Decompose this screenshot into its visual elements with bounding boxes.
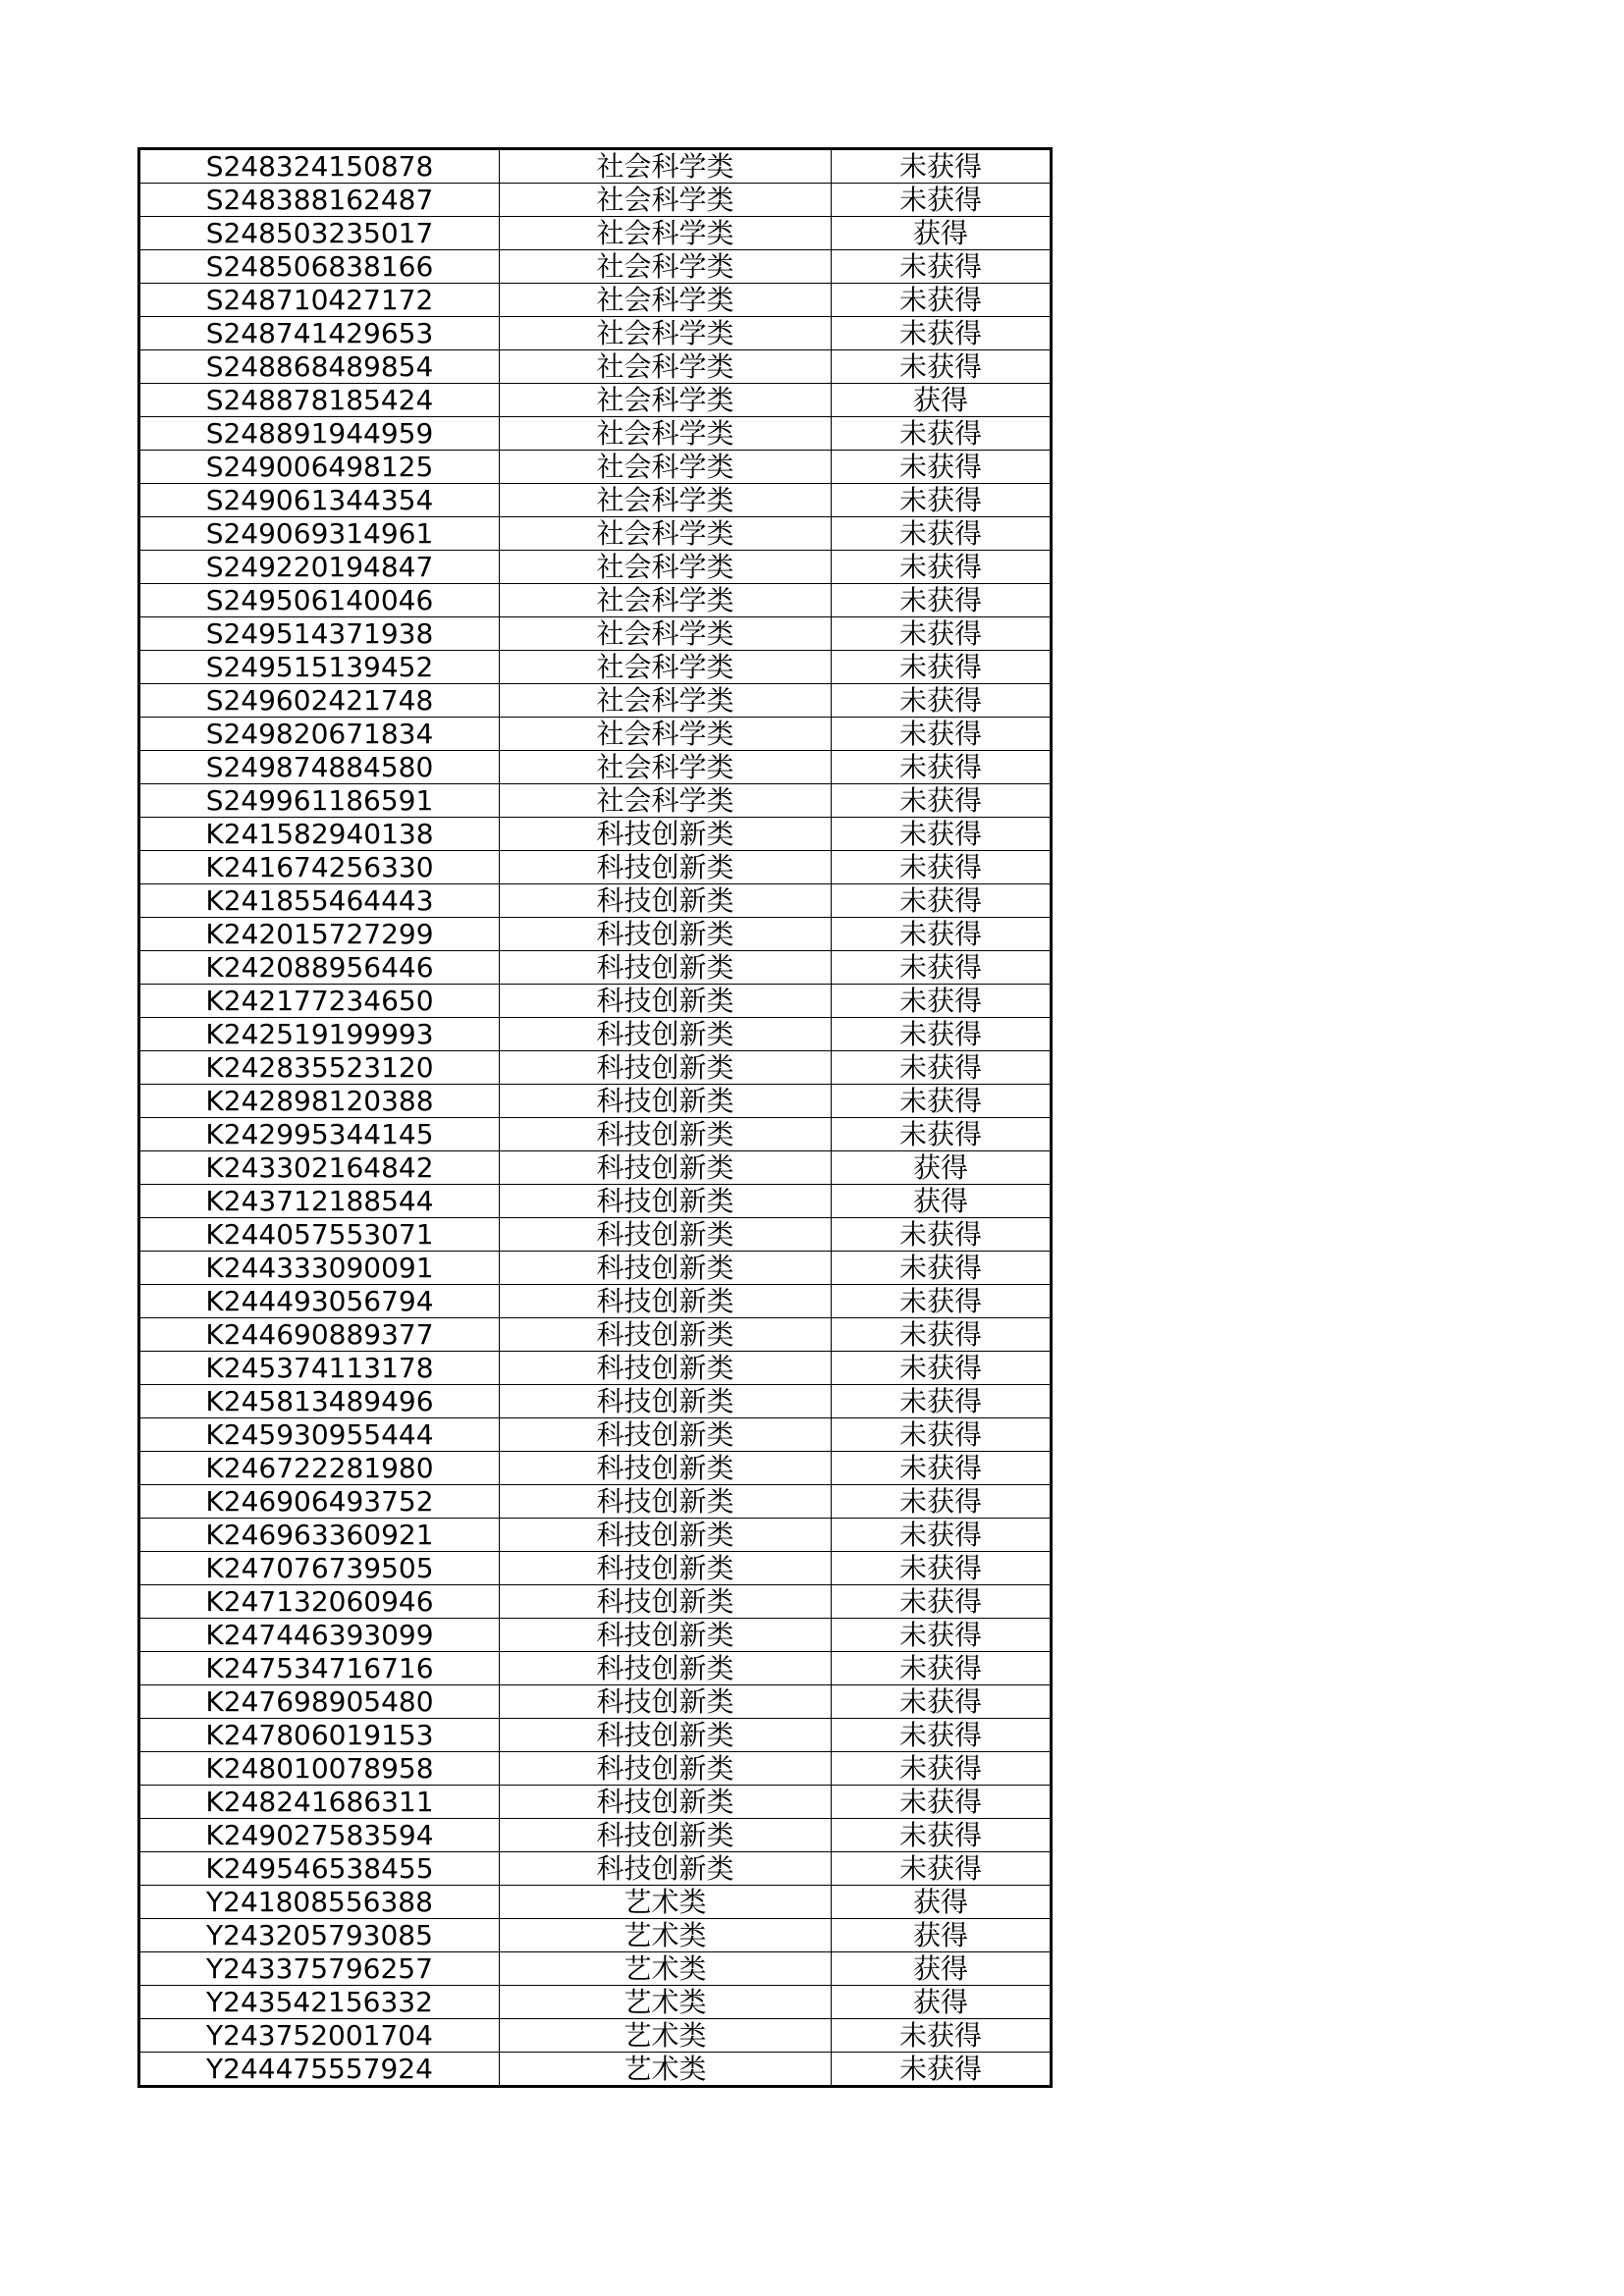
cell-result: 未获得 bbox=[832, 451, 1052, 484]
cell-category: 科技创新类 bbox=[500, 851, 832, 884]
cell-category: 科技创新类 bbox=[500, 1786, 832, 1819]
cell-category: 科技创新类 bbox=[500, 1852, 832, 1886]
cell-id: K241674256330 bbox=[139, 851, 500, 884]
cell-id: K244333090091 bbox=[139, 1252, 500, 1285]
table-row bbox=[139, 250, 1052, 284]
cell-result: 未获得 bbox=[832, 584, 1052, 617]
cell-result: 未获得 bbox=[832, 2053, 1052, 2087]
table-body bbox=[139, 149, 1052, 2087]
cell-result: 获得 bbox=[832, 1886, 1052, 1919]
cell-category: 科技创新类 bbox=[500, 951, 832, 985]
cell-result: 未获得 bbox=[832, 1118, 1052, 1151]
cell-id: K243712188544 bbox=[139, 1185, 500, 1218]
table-row bbox=[139, 1285, 1052, 1318]
cell-result: 未获得 bbox=[832, 1418, 1052, 1452]
cell-id: Y244475557924 bbox=[139, 2053, 500, 2087]
cell-category: 社会科学类 bbox=[500, 149, 832, 184]
cell-result: 未获得 bbox=[832, 1652, 1052, 1685]
cell-result: 未获得 bbox=[832, 1352, 1052, 1385]
cell-result: 未获得 bbox=[832, 985, 1052, 1018]
cell-id: K242088956446 bbox=[139, 951, 500, 985]
cell-result: 获得 bbox=[832, 384, 1052, 417]
cell-category: 社会科学类 bbox=[500, 651, 832, 684]
cell-category: 社会科学类 bbox=[500, 250, 832, 284]
cell-category: 科技创新类 bbox=[500, 1485, 832, 1519]
cell-result: 未获得 bbox=[832, 1485, 1052, 1519]
table-row bbox=[139, 1352, 1052, 1385]
cell-id: S249506140046 bbox=[139, 584, 500, 617]
table-row bbox=[139, 1952, 1052, 1986]
cell-id: K247534716716 bbox=[139, 1652, 500, 1685]
cell-category: 科技创新类 bbox=[500, 884, 832, 918]
table-row bbox=[139, 1719, 1052, 1752]
cell-category: 科技创新类 bbox=[500, 1185, 832, 1218]
cell-id: K245374113178 bbox=[139, 1352, 500, 1385]
results-table bbox=[137, 147, 1053, 2088]
table-row bbox=[139, 1619, 1052, 1652]
cell-result: 未获得 bbox=[832, 1385, 1052, 1418]
cell-id: K242995344145 bbox=[139, 1118, 500, 1151]
cell-id: K247076739505 bbox=[139, 1552, 500, 1585]
cell-id: K247806019153 bbox=[139, 1719, 500, 1752]
cell-category: 社会科学类 bbox=[500, 184, 832, 217]
table-row bbox=[139, 1418, 1052, 1452]
table-row bbox=[139, 951, 1052, 985]
cell-id: K244493056794 bbox=[139, 1285, 500, 1318]
cell-result: 未获得 bbox=[832, 884, 1052, 918]
cell-id: S249220194847 bbox=[139, 551, 500, 584]
table-row bbox=[139, 784, 1052, 818]
cell-result: 未获得 bbox=[832, 751, 1052, 784]
cell-result: 未获得 bbox=[832, 284, 1052, 317]
cell-result: 未获得 bbox=[832, 250, 1052, 284]
table-row bbox=[139, 1485, 1052, 1519]
cell-id: K246722281980 bbox=[139, 1452, 500, 1485]
cell-category: 社会科学类 bbox=[500, 284, 832, 317]
table-row bbox=[139, 1652, 1052, 1685]
table-row bbox=[139, 1018, 1052, 1051]
cell-result: 未获得 bbox=[832, 784, 1052, 818]
cell-category: 社会科学类 bbox=[500, 350, 832, 384]
cell-id: S249820671834 bbox=[139, 718, 500, 751]
table-row bbox=[139, 350, 1052, 384]
table-row bbox=[139, 1919, 1052, 1952]
cell-result: 未获得 bbox=[832, 1752, 1052, 1786]
cell-result: 未获得 bbox=[832, 2019, 1052, 2053]
cell-category: 艺术类 bbox=[500, 1919, 832, 1952]
cell-category: 科技创新类 bbox=[500, 1552, 832, 1585]
cell-category: 科技创新类 bbox=[500, 1685, 832, 1719]
table-row bbox=[139, 217, 1052, 250]
cell-result: 未获得 bbox=[832, 1018, 1052, 1051]
cell-result: 未获得 bbox=[832, 1786, 1052, 1819]
table-row bbox=[139, 718, 1052, 751]
cell-id: S248868489854 bbox=[139, 350, 500, 384]
cell-category: 社会科学类 bbox=[500, 217, 832, 250]
cell-category: 科技创新类 bbox=[500, 1151, 832, 1185]
cell-category: 社会科学类 bbox=[500, 784, 832, 818]
cell-category: 科技创新类 bbox=[500, 1318, 832, 1352]
table-row bbox=[139, 149, 1052, 184]
table-row bbox=[139, 1051, 1052, 1085]
cell-id: S248388162487 bbox=[139, 184, 500, 217]
cell-id: K241582940138 bbox=[139, 818, 500, 851]
cell-result: 获得 bbox=[832, 1151, 1052, 1185]
table-row bbox=[139, 317, 1052, 350]
cell-category: 社会科学类 bbox=[500, 718, 832, 751]
cell-result: 获得 bbox=[832, 1986, 1052, 2019]
cell-id: S248891944959 bbox=[139, 417, 500, 451]
cell-id: S249874884580 bbox=[139, 751, 500, 784]
table-row bbox=[139, 2053, 1052, 2087]
table-row bbox=[139, 1452, 1052, 1485]
cell-category: 科技创新类 bbox=[500, 1452, 832, 1485]
cell-id: Y243375796257 bbox=[139, 1952, 500, 1986]
table-row bbox=[139, 1819, 1052, 1852]
cell-id: K242898120388 bbox=[139, 1085, 500, 1118]
cell-result: 未获得 bbox=[832, 1719, 1052, 1752]
table-row bbox=[139, 617, 1052, 651]
cell-category: 社会科学类 bbox=[500, 584, 832, 617]
table-row bbox=[139, 818, 1052, 851]
cell-id: Y243205793085 bbox=[139, 1919, 500, 1952]
cell-category: 科技创新类 bbox=[500, 918, 832, 951]
cell-id: K244690889377 bbox=[139, 1318, 500, 1352]
cell-category: 科技创新类 bbox=[500, 1085, 832, 1118]
table-row bbox=[139, 1786, 1052, 1819]
table-row bbox=[139, 1252, 1052, 1285]
cell-category: 艺术类 bbox=[500, 1886, 832, 1919]
table-row bbox=[139, 1185, 1052, 1218]
cell-id: S248324150878 bbox=[139, 149, 500, 184]
table-row bbox=[139, 651, 1052, 684]
cell-id: K242835523120 bbox=[139, 1051, 500, 1085]
table-row bbox=[139, 684, 1052, 718]
cell-category: 艺术类 bbox=[500, 1986, 832, 2019]
cell-category: 科技创新类 bbox=[500, 1719, 832, 1752]
cell-category: 科技创新类 bbox=[500, 1018, 832, 1051]
cell-result: 未获得 bbox=[832, 517, 1052, 551]
cell-id: Y241808556388 bbox=[139, 1886, 500, 1919]
table-row bbox=[139, 551, 1052, 584]
table-row bbox=[139, 451, 1052, 484]
table-row bbox=[139, 1318, 1052, 1352]
cell-category: 科技创新类 bbox=[500, 1051, 832, 1085]
cell-result: 未获得 bbox=[832, 484, 1052, 517]
cell-category: 科技创新类 bbox=[500, 1619, 832, 1652]
cell-id: S249069314961 bbox=[139, 517, 500, 551]
cell-id: K242015727299 bbox=[139, 918, 500, 951]
cell-category: 社会科学类 bbox=[500, 317, 832, 350]
cell-category: 艺术类 bbox=[500, 2019, 832, 2053]
cell-result: 未获得 bbox=[832, 1085, 1052, 1118]
cell-id: K247446393099 bbox=[139, 1619, 500, 1652]
cell-id: S249061344354 bbox=[139, 484, 500, 517]
table-row bbox=[139, 1585, 1052, 1619]
table-row bbox=[139, 1085, 1052, 1118]
cell-id: K243302164842 bbox=[139, 1151, 500, 1185]
cell-category: 科技创新类 bbox=[500, 1652, 832, 1685]
cell-id: K241855464443 bbox=[139, 884, 500, 918]
cell-category: 社会科学类 bbox=[500, 617, 832, 651]
cell-category: 科技创新类 bbox=[500, 1252, 832, 1285]
cell-result: 未获得 bbox=[832, 1519, 1052, 1552]
cell-result: 未获得 bbox=[832, 718, 1052, 751]
cell-category: 科技创新类 bbox=[500, 1218, 832, 1252]
table-row bbox=[139, 918, 1052, 951]
cell-id: K245930955444 bbox=[139, 1418, 500, 1452]
cell-result: 获得 bbox=[832, 1185, 1052, 1218]
cell-id: S249006498125 bbox=[139, 451, 500, 484]
cell-result: 未获得 bbox=[832, 317, 1052, 350]
cell-result: 获得 bbox=[832, 217, 1052, 250]
cell-id: K242177234650 bbox=[139, 985, 500, 1018]
cell-id: K242519199993 bbox=[139, 1018, 500, 1051]
table-row bbox=[139, 1118, 1052, 1151]
cell-category: 科技创新类 bbox=[500, 1352, 832, 1385]
cell-result: 未获得 bbox=[832, 851, 1052, 884]
cell-category: 社会科学类 bbox=[500, 384, 832, 417]
cell-id: Y243752001704 bbox=[139, 2019, 500, 2053]
cell-category: 科技创新类 bbox=[500, 1585, 832, 1619]
cell-id: K246963360921 bbox=[139, 1519, 500, 1552]
table-row bbox=[139, 1552, 1052, 1585]
cell-result: 未获得 bbox=[832, 1051, 1052, 1085]
cell-result: 未获得 bbox=[832, 1852, 1052, 1886]
cell-id: S248741429653 bbox=[139, 317, 500, 350]
cell-category: 科技创新类 bbox=[500, 1519, 832, 1552]
cell-category: 社会科学类 bbox=[500, 751, 832, 784]
cell-category: 科技创新类 bbox=[500, 1285, 832, 1318]
cell-result: 未获得 bbox=[832, 1619, 1052, 1652]
cell-id: Y243542156332 bbox=[139, 1986, 500, 2019]
cell-result: 未获得 bbox=[832, 684, 1052, 718]
cell-result: 未获得 bbox=[832, 350, 1052, 384]
table-row bbox=[139, 184, 1052, 217]
cell-id: K247698905480 bbox=[139, 1685, 500, 1719]
cell-result: 未获得 bbox=[832, 1285, 1052, 1318]
cell-id: S249602421748 bbox=[139, 684, 500, 718]
table-row bbox=[139, 1685, 1052, 1719]
table-row bbox=[139, 484, 1052, 517]
cell-result: 未获得 bbox=[832, 1452, 1052, 1485]
cell-result: 未获得 bbox=[832, 417, 1052, 451]
cell-category: 科技创新类 bbox=[500, 1819, 832, 1852]
table-row bbox=[139, 1519, 1052, 1552]
table-row bbox=[139, 517, 1052, 551]
table-row bbox=[139, 284, 1052, 317]
cell-category: 科技创新类 bbox=[500, 985, 832, 1018]
cell-result: 未获得 bbox=[832, 1252, 1052, 1285]
cell-result: 未获得 bbox=[832, 818, 1052, 851]
cell-id: K246906493752 bbox=[139, 1485, 500, 1519]
table-row bbox=[139, 1151, 1052, 1185]
table-row bbox=[139, 1752, 1052, 1786]
cell-category: 社会科学类 bbox=[500, 517, 832, 551]
cell-category: 艺术类 bbox=[500, 1952, 832, 1986]
table-row bbox=[139, 1385, 1052, 1418]
cell-id: K249546538455 bbox=[139, 1852, 500, 1886]
cell-id: K244057553071 bbox=[139, 1218, 500, 1252]
cell-result: 未获得 bbox=[832, 1819, 1052, 1852]
table-row bbox=[139, 1886, 1052, 1919]
table-row bbox=[139, 584, 1052, 617]
table-row bbox=[139, 1218, 1052, 1252]
table-row bbox=[139, 417, 1052, 451]
cell-category: 科技创新类 bbox=[500, 818, 832, 851]
cell-id: K249027583594 bbox=[139, 1819, 500, 1852]
cell-category: 社会科学类 bbox=[500, 451, 832, 484]
cell-result: 未获得 bbox=[832, 951, 1052, 985]
cell-id: K245813489496 bbox=[139, 1385, 500, 1418]
cell-category: 科技创新类 bbox=[500, 1385, 832, 1418]
cell-result: 未获得 bbox=[832, 184, 1052, 217]
cell-result: 未获得 bbox=[832, 918, 1052, 951]
cell-result: 未获得 bbox=[832, 1552, 1052, 1585]
cell-result: 获得 bbox=[832, 1919, 1052, 1952]
cell-id: S248503235017 bbox=[139, 217, 500, 250]
table-row bbox=[139, 751, 1052, 784]
table-row bbox=[139, 985, 1052, 1018]
cell-result: 未获得 bbox=[832, 1318, 1052, 1352]
cell-id: S248710427172 bbox=[139, 284, 500, 317]
cell-result: 未获得 bbox=[832, 149, 1052, 184]
cell-category: 社会科学类 bbox=[500, 551, 832, 584]
cell-result: 未获得 bbox=[832, 617, 1052, 651]
cell-id: K247132060946 bbox=[139, 1585, 500, 1619]
cell-result: 获得 bbox=[832, 1952, 1052, 1986]
cell-category: 社会科学类 bbox=[500, 417, 832, 451]
cell-result: 未获得 bbox=[832, 1218, 1052, 1252]
cell-id: K248010078958 bbox=[139, 1752, 500, 1786]
table-row bbox=[139, 1852, 1052, 1886]
cell-category: 科技创新类 bbox=[500, 1118, 832, 1151]
cell-id: S249514371938 bbox=[139, 617, 500, 651]
cell-category: 科技创新类 bbox=[500, 1418, 832, 1452]
cell-category: 社会科学类 bbox=[500, 484, 832, 517]
table-row bbox=[139, 851, 1052, 884]
cell-result: 未获得 bbox=[832, 651, 1052, 684]
cell-id: S249961186591 bbox=[139, 784, 500, 818]
cell-id: S249515139452 bbox=[139, 651, 500, 684]
cell-category: 艺术类 bbox=[500, 2053, 832, 2087]
cell-id: S248506838166 bbox=[139, 250, 500, 284]
table-row bbox=[139, 384, 1052, 417]
cell-result: 未获得 bbox=[832, 1585, 1052, 1619]
cell-id: K248241686311 bbox=[139, 1786, 500, 1819]
cell-result: 未获得 bbox=[832, 551, 1052, 584]
table-row bbox=[139, 884, 1052, 918]
cell-category: 科技创新类 bbox=[500, 1752, 832, 1786]
cell-result: 未获得 bbox=[832, 1685, 1052, 1719]
table-row bbox=[139, 1986, 1052, 2019]
table-row bbox=[139, 2019, 1052, 2053]
cell-category: 社会科学类 bbox=[500, 684, 832, 718]
cell-id: S248878185424 bbox=[139, 384, 500, 417]
